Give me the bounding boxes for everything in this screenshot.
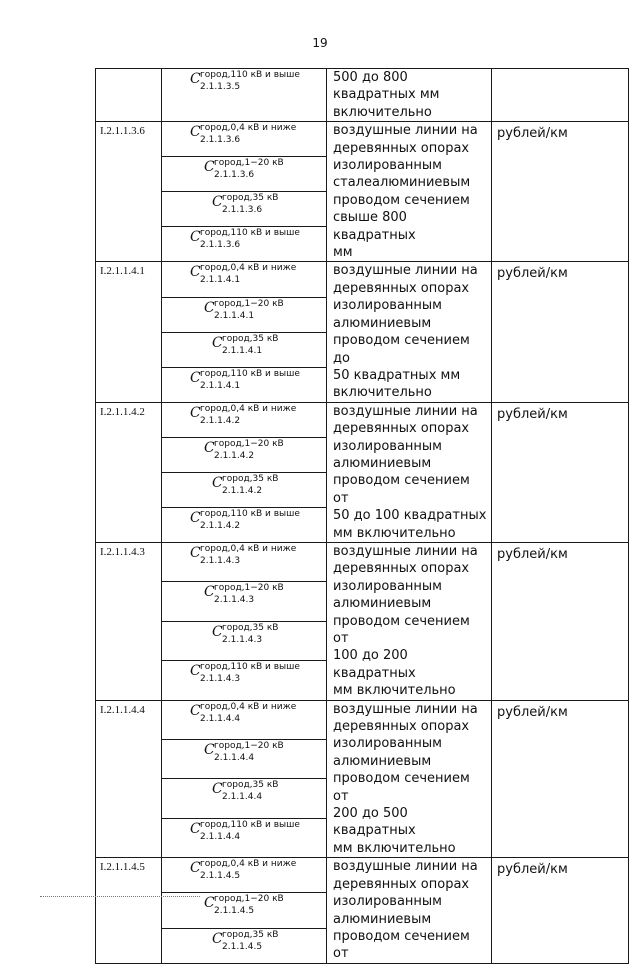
table-row — [96, 858, 629, 893]
rate-symbol — [162, 437, 327, 472]
rate-symbol — [162, 227, 327, 262]
symbol-letter: C — [190, 820, 201, 837]
symbol-superscript: город,0,4 кВ и ниже — [200, 123, 297, 134]
rate-symbol — [162, 367, 327, 402]
rate-symbol — [162, 893, 327, 928]
rate-symbol — [162, 472, 327, 507]
symbol-superscript: город,110 кВ и выше — [200, 819, 300, 830]
description-line: деревянных опорах — [333, 140, 470, 156]
symbol-letter: C — [190, 264, 201, 281]
symbol-superscript: город,0,4 кВ и ниже — [200, 701, 297, 712]
symbol-subscript: 2.1.1.4.2 — [222, 485, 263, 496]
description-line: 50 квадратных мм — [333, 367, 461, 383]
symbol-letter: C — [204, 584, 215, 601]
symbol-letter: C — [190, 509, 201, 526]
symbol-letter: C — [190, 663, 201, 680]
symbol-subscript: 2.1.1.4.3 — [222, 634, 263, 645]
row-description — [327, 858, 492, 963]
row-code: I.2.1.1.4.1 — [96, 262, 162, 402]
symbol-superscript: город,35 кВ — [222, 333, 279, 344]
description-line: алюминиевым — [333, 315, 432, 331]
symbol-letter: C — [212, 334, 223, 351]
footer-divider — [40, 896, 200, 898]
description-line: 100 до 200 квадратных — [333, 648, 416, 681]
symbol-subscript: 2.1.1.4.3 — [214, 595, 255, 606]
symbol-letter: C — [190, 860, 201, 877]
table-row — [96, 402, 629, 437]
description-line: воздушные линии на — [333, 263, 478, 279]
symbol-superscript: город,0,4 кВ и ниже — [200, 263, 297, 274]
symbol-letter: C — [190, 702, 201, 719]
row-description — [327, 262, 492, 402]
symbol-letter: C — [212, 623, 223, 640]
description-line: свыше 800 квадратных — [333, 210, 416, 243]
symbol-subscript: 2.1.1.4.4 — [222, 792, 263, 803]
symbol-letter: C — [190, 229, 201, 246]
description-line: деревянных опорах — [333, 421, 470, 437]
symbol-letter: C — [190, 369, 201, 386]
symbol-subscript: 2.1.1.3.5 — [200, 82, 241, 92]
description-line: деревянных опорах — [333, 719, 470, 735]
description-line: изолированным — [333, 894, 442, 910]
rate-symbol — [162, 818, 327, 857]
symbol-letter: C — [190, 544, 201, 561]
rate-symbol — [162, 402, 327, 437]
symbol-superscript: город,35 кВ — [222, 929, 279, 940]
row-code — [96, 69, 162, 122]
symbol-superscript: город,0,4 кВ и ниже — [200, 543, 297, 554]
description-line: проводом сечением от — [333, 473, 470, 506]
symbol-superscript: город,1−20 кВ — [214, 741, 284, 752]
rate-symbol — [162, 542, 327, 581]
symbol-subscript: 2.1.1.4.2 — [200, 520, 241, 531]
symbol-superscript: город,1−20 кВ — [214, 583, 284, 594]
description-line: алюминиевым — [333, 911, 432, 927]
symbol-subscript: 2.1.1.4.5 — [222, 941, 263, 952]
description-line: проводом сечением — [333, 192, 470, 208]
row-unit: рублей/км — [492, 542, 629, 700]
rate-symbol — [162, 661, 327, 700]
description-line: сталеалюминиевым — [333, 175, 471, 191]
row-description — [327, 542, 492, 700]
rate-symbol — [162, 582, 327, 621]
rate-symbol — [162, 157, 327, 192]
row-code: I.2.1.1.3.6 — [96, 122, 162, 262]
row-code: I.2.1.1.4.2 — [96, 402, 162, 542]
description-line: проводом сечением до — [333, 333, 470, 366]
symbol-letter: C — [190, 124, 201, 141]
row-unit: рублей/км — [492, 858, 629, 963]
table-row — [96, 700, 629, 739]
symbol-superscript: город,110 кВ и выше — [200, 368, 300, 379]
symbol-superscript: город,35 кВ — [222, 780, 279, 791]
row-unit: рублей/км — [492, 262, 629, 402]
description-line: воздушные линии на — [333, 403, 478, 419]
description-line: деревянных опорах — [333, 876, 470, 892]
symbol-letter: C — [204, 895, 215, 912]
symbol-superscript: город,110 кВ и выше — [200, 508, 300, 519]
description-line: воздушные линии на — [333, 701, 478, 717]
description-line: деревянных опорах — [333, 561, 470, 577]
description-line: включительно — [333, 385, 432, 401]
rate-symbol — [162, 297, 327, 332]
symbol-subscript: 2.1.1.4.4 — [200, 831, 241, 842]
description-line: мм включительно — [333, 683, 456, 699]
symbol-subscript: 2.1.1.4.5 — [200, 871, 241, 882]
symbol-superscript: город,110 кВ и выше — [200, 662, 300, 673]
symbol-superscript: город,1−20 кВ — [214, 158, 284, 169]
symbol-superscript: город,35 кВ — [222, 473, 279, 484]
description-line: 50 до 100 квадратных — [333, 508, 487, 524]
symbol-superscript: город,0,4 кВ и ниже — [200, 859, 297, 870]
symbol-subscript: 2.1.1.3.6 — [222, 205, 263, 216]
rate-symbol — [162, 192, 327, 227]
symbol-letter: C — [190, 404, 201, 421]
symbol-subscript: 2.1.1.4.4 — [200, 713, 241, 724]
description-line: 500 до 800 квадратных мм включительно — [333, 70, 440, 120]
description-line: 200 до 500 квадратных — [333, 806, 416, 839]
row-description — [327, 700, 492, 858]
rate-symbol — [162, 122, 327, 157]
rate-symbol — [162, 700, 327, 739]
rate-symbol — [162, 621, 327, 660]
description-line: проводом сечением от — [333, 613, 470, 646]
symbol-letter: C — [204, 159, 215, 176]
symbol-superscript: город,0,4 кВ и ниже — [200, 403, 297, 414]
symbol-superscript: город,1−20 кВ — [214, 894, 284, 905]
description-line: мм включительно — [333, 840, 456, 856]
row-unit: рублей/км — [492, 700, 629, 858]
description-line: воздушные линии на — [333, 859, 478, 875]
table-row — [96, 122, 629, 157]
row-description — [327, 122, 492, 262]
symbol-subscript: 2.1.1.4.2 — [200, 415, 241, 426]
symbol-superscript: город,110 кВ и выше — [200, 228, 300, 239]
symbol-letter: C — [204, 439, 215, 456]
description-line: изолированным — [333, 578, 442, 594]
symbol-subscript: 2.1.1.4.1 — [214, 310, 255, 321]
rate-symbol — [162, 858, 327, 893]
symbol-subscript: 2.1.1.4.3 — [200, 555, 241, 566]
rate-symbol — [162, 507, 327, 542]
symbol-superscript: город,35 кВ — [222, 193, 279, 204]
row-unit: рублей/км — [492, 122, 629, 262]
row-unit — [492, 69, 629, 122]
symbol-letter: C — [212, 930, 223, 947]
symbol-subscript: 2.1.1.4.5 — [214, 906, 255, 917]
symbol-subscript: 2.1.1.3.6 — [214, 170, 255, 181]
rate-symbol — [162, 928, 327, 963]
symbol-superscript: город,110 кВ и выше — [200, 70, 300, 80]
symbol-letter: C — [204, 299, 215, 316]
symbol-subscript: 2.1.1.3.6 — [200, 135, 241, 146]
symbol-superscript: город,35 кВ — [222, 622, 279, 633]
rate-symbol — [162, 69, 327, 122]
rates-table — [95, 68, 629, 964]
symbol-letter: C — [204, 742, 215, 759]
symbol-superscript: город,1−20 кВ — [214, 438, 284, 449]
symbol-subscript: 2.1.1.4.1 — [200, 275, 241, 286]
rate-symbol — [162, 779, 327, 818]
symbol-letter: C — [212, 194, 223, 211]
rate-symbol — [162, 740, 327, 779]
description-line: мм — [333, 245, 353, 261]
table-row — [96, 69, 629, 122]
description-line: мм включительно — [333, 525, 456, 541]
row-code: I.2.1.1.4.5 — [96, 858, 162, 963]
symbol-superscript: город,1−20 кВ — [214, 298, 284, 309]
page-number: 19 — [312, 36, 328, 50]
description-line: воздушные линии на — [333, 543, 478, 559]
description-line: проводом сечением от — [333, 771, 470, 804]
description-line: алюминиевым — [333, 455, 432, 471]
row-code: I.2.1.1.4.4 — [96, 700, 162, 858]
symbol-subscript: 2.1.1.4.2 — [214, 450, 255, 461]
symbol-subscript: 2.1.1.3.6 — [200, 240, 241, 251]
symbol-subscript: 2.1.1.4.3 — [200, 674, 241, 685]
rate-symbol — [162, 332, 327, 367]
description-line: алюминиевым — [333, 753, 432, 769]
rates-table-body — [96, 69, 629, 964]
symbol-letter: C — [212, 781, 223, 798]
description-line: изолированным — [333, 298, 442, 314]
row-description — [327, 402, 492, 542]
table-row — [96, 542, 629, 581]
symbol-letter: C — [212, 474, 223, 491]
row-unit: рублей/км — [492, 402, 629, 542]
description-line: изолированным — [333, 438, 442, 454]
description-line: деревянных опорах — [333, 280, 470, 296]
rate-symbol — [162, 262, 327, 297]
description-line: изолированным — [333, 736, 442, 752]
symbol-subscript: 2.1.1.4.1 — [200, 380, 241, 391]
row-code: I.2.1.1.4.3 — [96, 542, 162, 700]
description-line: изолированным — [333, 158, 442, 174]
description-line: проводом сечением от — [333, 928, 470, 962]
description-line: алюминиевым — [333, 596, 432, 612]
description-line: воздушные линии на — [333, 123, 478, 139]
symbol-subscript: 2.1.1.4.4 — [214, 753, 255, 764]
table-row — [96, 262, 629, 297]
symbol-subscript: 2.1.1.4.1 — [222, 345, 263, 356]
row-description — [327, 69, 492, 122]
symbol-letter: C — [190, 71, 201, 87]
